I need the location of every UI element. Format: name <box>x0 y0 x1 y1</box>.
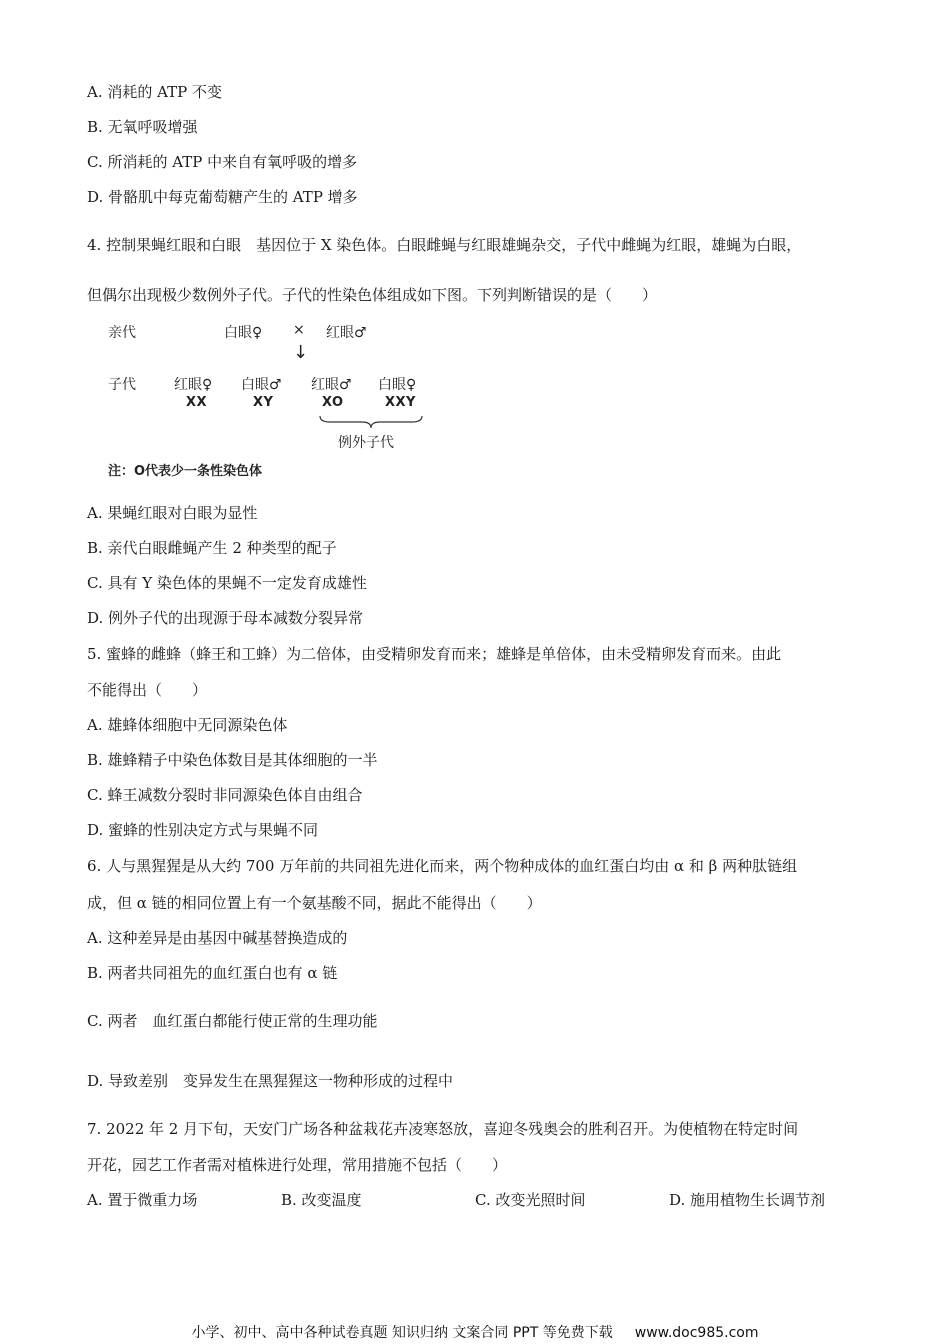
q6-stem-line2: 成，但 α 链的相同位置上有一个氨基酸不同，据此不能得出（ ） <box>87 894 542 912</box>
footer-url[interactable]: www.doc985.com <box>634 1325 759 1341</box>
q5-stem-line2: 不能得出（ ） <box>87 681 208 699</box>
exception-offspring-label: 例外子代 <box>338 435 394 451</box>
q4-option-d: D. 例外子代的出现源于母本减数分裂异常 <box>87 609 364 627</box>
offspring-1-genotype: XX <box>186 395 208 410</box>
q4-option-b: B. 亲代白眼雌蝇产生 2 种类型的配子 <box>87 539 337 557</box>
q7-option-c: C. 改变光照时间 <box>475 1191 586 1209</box>
offspring-4-phenotype: 白眼♀ <box>378 377 417 393</box>
figure-note: 注：O代表少一条性染色体 <box>108 464 263 479</box>
offspring-generation-label: 子代 <box>108 377 136 393</box>
cross-symbol: × <box>293 322 305 338</box>
q6-stem-line1: 6. 人与黑猩猩是从大约 700 万年前的共同祖先进化而来，两个物种成体的血红蛋白均由 α 和 β 两种肽链组 <box>87 857 798 875</box>
q3-option-a: A. 消耗的 ATP 不变 <box>87 83 223 101</box>
offspring-3-genotype: XO <box>322 395 344 410</box>
q3-option-c: C. 所消耗的 ATP 中来自有氧呼吸的增多 <box>87 153 358 171</box>
q6-option-d: D. 导致差别 变异发生在黑猩猩这一物种形成的过程中 <box>87 1072 454 1090</box>
q7-stem-line2: 开花，园艺工作者需对植株进行处理，常用措施不包括（ ） <box>87 1156 508 1174</box>
offspring-2-phenotype: 白眼♂ <box>241 377 282 393</box>
q7-option-a: A. 置于微重力场 <box>87 1191 198 1209</box>
page-footer <box>0 1322 950 1342</box>
q5-option-d: D. 蜜蜂的性别决定方式与果蝇不同 <box>87 821 319 839</box>
parent-male: 红眼♂ <box>326 325 367 341</box>
q7-option-d: D. 施用植物生长调节剂 <box>669 1191 826 1209</box>
footer-text: 小学、初中、高中各种试卷真题 知识归纳 文案合同 PPT 等免费下载 <box>191 1325 613 1341</box>
cross-diagram <box>108 318 438 478</box>
q5-option-b: B. 雄蜂精子中染色体数目是其体细胞的一半 <box>87 751 378 769</box>
q7-stem-line1: 7. 2022 年 2 月下旬，天安门广场各种盆栽花卉凌寒怒放，喜迎冬残奥会的胜利召开。为使植物在特定时间 <box>87 1120 799 1138</box>
offspring-4-genotype: XXY <box>385 395 416 410</box>
q4-stem-line2: 但偶尔出现极少数例外子代。子代的性染色体组成如下图。下列判断错误的是（ ） <box>87 286 658 304</box>
parent-generation-label: 亲代 <box>108 325 136 341</box>
q6-option-b: B. 两者共同祖先的血红蛋白也有 α 链 <box>87 964 338 982</box>
q4-option-c: C. 具有 Y 染色体的果蝇不一定发育成雄性 <box>87 574 367 592</box>
q5-option-a: A. 雄蜂体细胞中无同源染色体 <box>87 716 288 734</box>
q4-option-a: A. 果蝇红眼对白眼为显性 <box>87 504 258 522</box>
q7-option-b: B. 改变温度 <box>281 1191 362 1209</box>
q5-option-c: C. 蜂王减数分裂时非同源染色体自由组合 <box>87 786 363 804</box>
exception-brace <box>318 414 424 430</box>
q6-option-a: A. 这种差异是由基因中碱基替换造成的 <box>87 929 348 947</box>
q6-option-c: C. 两者 血红蛋白都能行使正常的生理功能 <box>87 1012 378 1030</box>
q3-option-d: D. 骨骼肌中每克葡萄糖产生的 ATP 增多 <box>87 188 358 206</box>
offspring-2-genotype: XY <box>253 395 274 410</box>
q4-stem-line1: 4. 控制果蝇红眼和白眼 基因位于 X 染色体。白眼雌蝇与红眼雄蝇杂交，子代中雌蝇为红眼，雄蝇为白眼， <box>87 236 802 254</box>
offspring-1-phenotype: 红眼♀ <box>174 377 213 393</box>
down-arrow-icon: ↓ <box>293 342 309 363</box>
q3-option-b: B. 无氧呼吸增强 <box>87 118 198 136</box>
q5-stem-line1: 5. 蜜蜂的雌蜂（蜂王和工蜂）为二倍体，由受精卵发育而来；雄蜂是单倍体，由未受精卵发育而来。由此 <box>87 645 782 663</box>
parent-female: 白眼♀ <box>224 325 263 341</box>
offspring-3-phenotype: 红眼♂ <box>311 377 352 393</box>
